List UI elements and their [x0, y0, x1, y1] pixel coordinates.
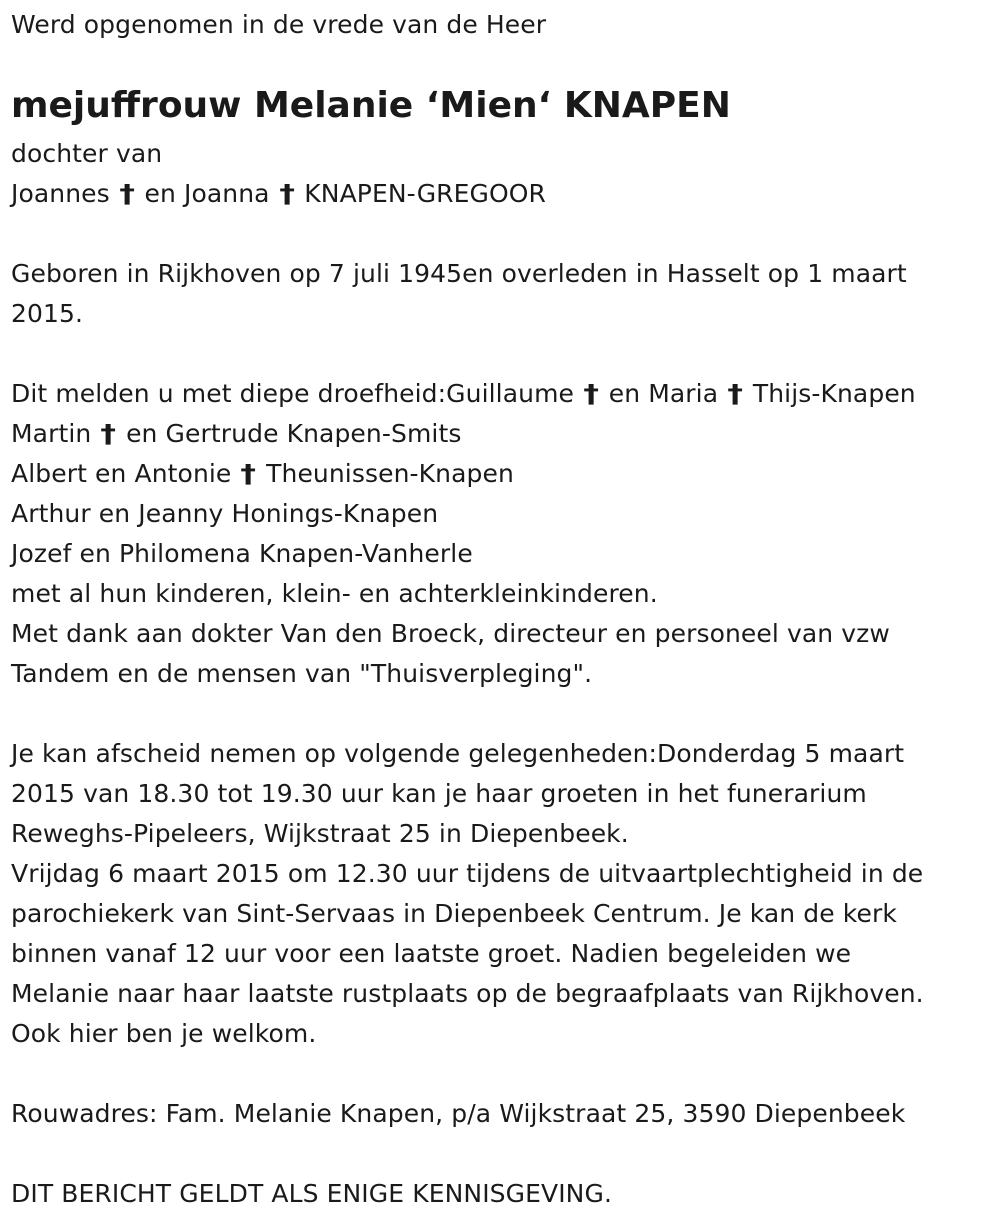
family-line [11, 414, 461, 454]
birth-death-line: Geboren in Rijkhoven op 7 juli 1945en overleden in Hasselt op 1 maart [11, 259, 907, 288]
farewell-line: binnen vanaf 12 uur voor een laatste groet. Nadien begeleiden we [11, 939, 852, 968]
parent-mother: en Joanna [144, 179, 270, 208]
farewell-line: 2015 van 18.30 tot 19.30 uur kan je haar groeten in het funerarium [11, 779, 867, 808]
family-text: Albert en Antonie [11, 459, 232, 488]
deceased-name: mejuffrouw Melanie ‘Mien‘ KNAPEN [11, 85, 731, 126]
family-line [11, 374, 916, 414]
family-line: met al hun kinderen, klein- en achterkleinkinderen. [11, 579, 658, 608]
parents-line [11, 174, 546, 214]
birth-death-line: 2015. [11, 299, 84, 328]
intro-text: Werd opgenomen in de vrede van de Heer [11, 10, 547, 39]
farewell-line: parochiekerk van Sint-Servaas in Diepenbeek Centrum. Je kan de kerk [11, 899, 897, 928]
parent-father: Joannes [11, 179, 110, 208]
mourning-address: Rouwadres: Fam. Melanie Knapen, p/a Wijkstraat 25, 3590 Diepenbeek [11, 1099, 906, 1128]
farewell-line: Melanie naar haar laatste rustplaats op de begraafplaats van Rijkhoven. [11, 979, 924, 1008]
farewell-line: Reweghs-Pipeleers, Wijkstraat 25 in Diepenbeek. [11, 819, 629, 848]
family-text: en Maria [608, 379, 719, 408]
cross-icon: † [727, 379, 744, 408]
family-line: Jozef en Philomena Knapen-Vanherle [11, 539, 473, 568]
farewell-line: Vrijdag 6 maart 2015 om 12.30 uur tijdens de uitvaartplechtigheid in de [11, 859, 924, 888]
cross-icon: † [100, 419, 117, 448]
relation-text: dochter van [11, 139, 163, 168]
cross-icon: † [279, 179, 295, 208]
family-text: Martin [11, 419, 92, 448]
cross-icon: † [583, 379, 600, 408]
farewell-line: Ook hier ben je welkom. [11, 1019, 317, 1048]
parents-surname: KNAPEN-GREGOOR [304, 179, 547, 208]
family-line: Arthur en Jeanny Honings-Knapen [11, 499, 439, 528]
family-text: Theunissen-Knapen [266, 459, 514, 488]
thanks-line: Tandem en de mensen van "Thuisverpleging". [11, 659, 593, 688]
family-line [11, 454, 514, 494]
thanks-line: Met dank aan dokter Van den Broeck, directeur en personeel van vzw [11, 619, 890, 648]
family-text: Dit melden u met diepe droefheid:Guillaume [11, 379, 575, 408]
cross-icon: † [240, 459, 257, 488]
closing-statement: DIT BERICHT GELDT ALS ENIGE KENNISGEVING. [11, 1179, 612, 1208]
family-text: Thijs-Knapen [752, 379, 916, 408]
farewell-line: Je kan afscheid nemen op volgende gelegenheden:Donderdag 5 maart [11, 739, 905, 768]
family-text: en Gertrude Knapen-Smits [126, 419, 462, 448]
cross-icon: † [119, 179, 136, 208]
